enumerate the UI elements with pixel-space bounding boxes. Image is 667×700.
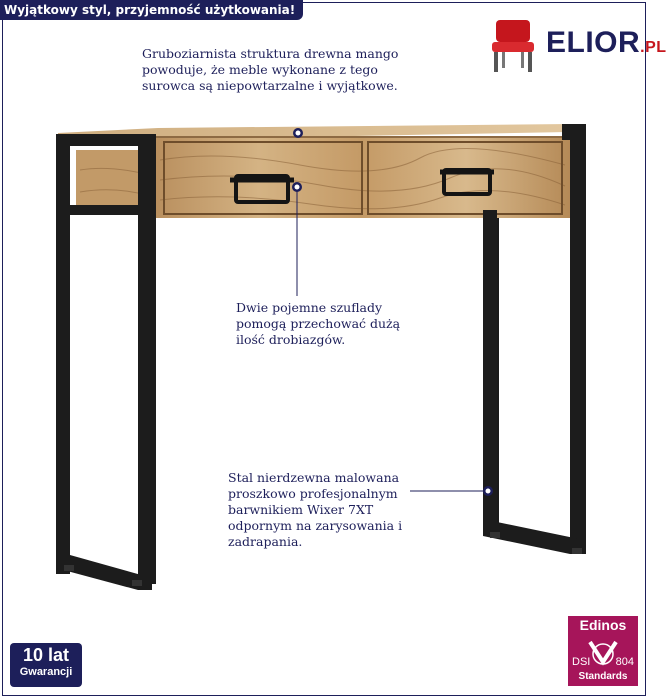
annotation-marker-top	[293, 128, 303, 138]
annotation-line: Gruboziarnista struktura drewna mango	[142, 46, 399, 61]
annotation-line: odpornym na zarysowania i	[228, 518, 403, 533]
elior-logo	[484, 16, 667, 76]
certificate-right: 804	[615, 656, 634, 668]
annotation-line: Dwie pojemne szuflady	[236, 300, 383, 315]
annotation-marker-steel	[410, 486, 493, 496]
warranty-badge	[10, 643, 82, 687]
annotation-steel	[228, 470, 402, 550]
certificate-left: DSI	[572, 656, 591, 668]
top-banner: Wyjątkowy styl, przyjemność użytkowania!	[0, 0, 303, 20]
certificate-bottom: Standards	[578, 671, 628, 682]
certificate-brand: Edinos	[579, 617, 627, 633]
annotation-line: pomogą przechować dużą	[236, 316, 401, 331]
annotation-line: zadrapania.	[228, 534, 303, 549]
annotation-drawers	[236, 300, 400, 348]
annotation-line: surowca są niepowtarzalne i wyjątkowe.	[142, 78, 398, 93]
annotation-line: Stal nierdzewna malowana	[228, 470, 400, 485]
annotation-wood-texture	[142, 46, 398, 94]
warranty-years: 10 lat	[22, 645, 70, 665]
certificate-badge	[568, 616, 638, 686]
red-chair-icon	[484, 16, 544, 76]
logo-name: ELIOR	[546, 26, 641, 59]
annotation-line: powoduje, że meble wykonane z tego	[142, 62, 378, 77]
annotation-line: ilość drobiazgów.	[236, 332, 346, 347]
annotation-line: proszkowo profesjonalnym	[228, 486, 398, 501]
annotation-line: barwnikiem Wixer 7XT	[228, 502, 374, 517]
warranty-label: Gwarancji	[19, 666, 73, 678]
logo-suffix: .PL	[640, 39, 667, 56]
